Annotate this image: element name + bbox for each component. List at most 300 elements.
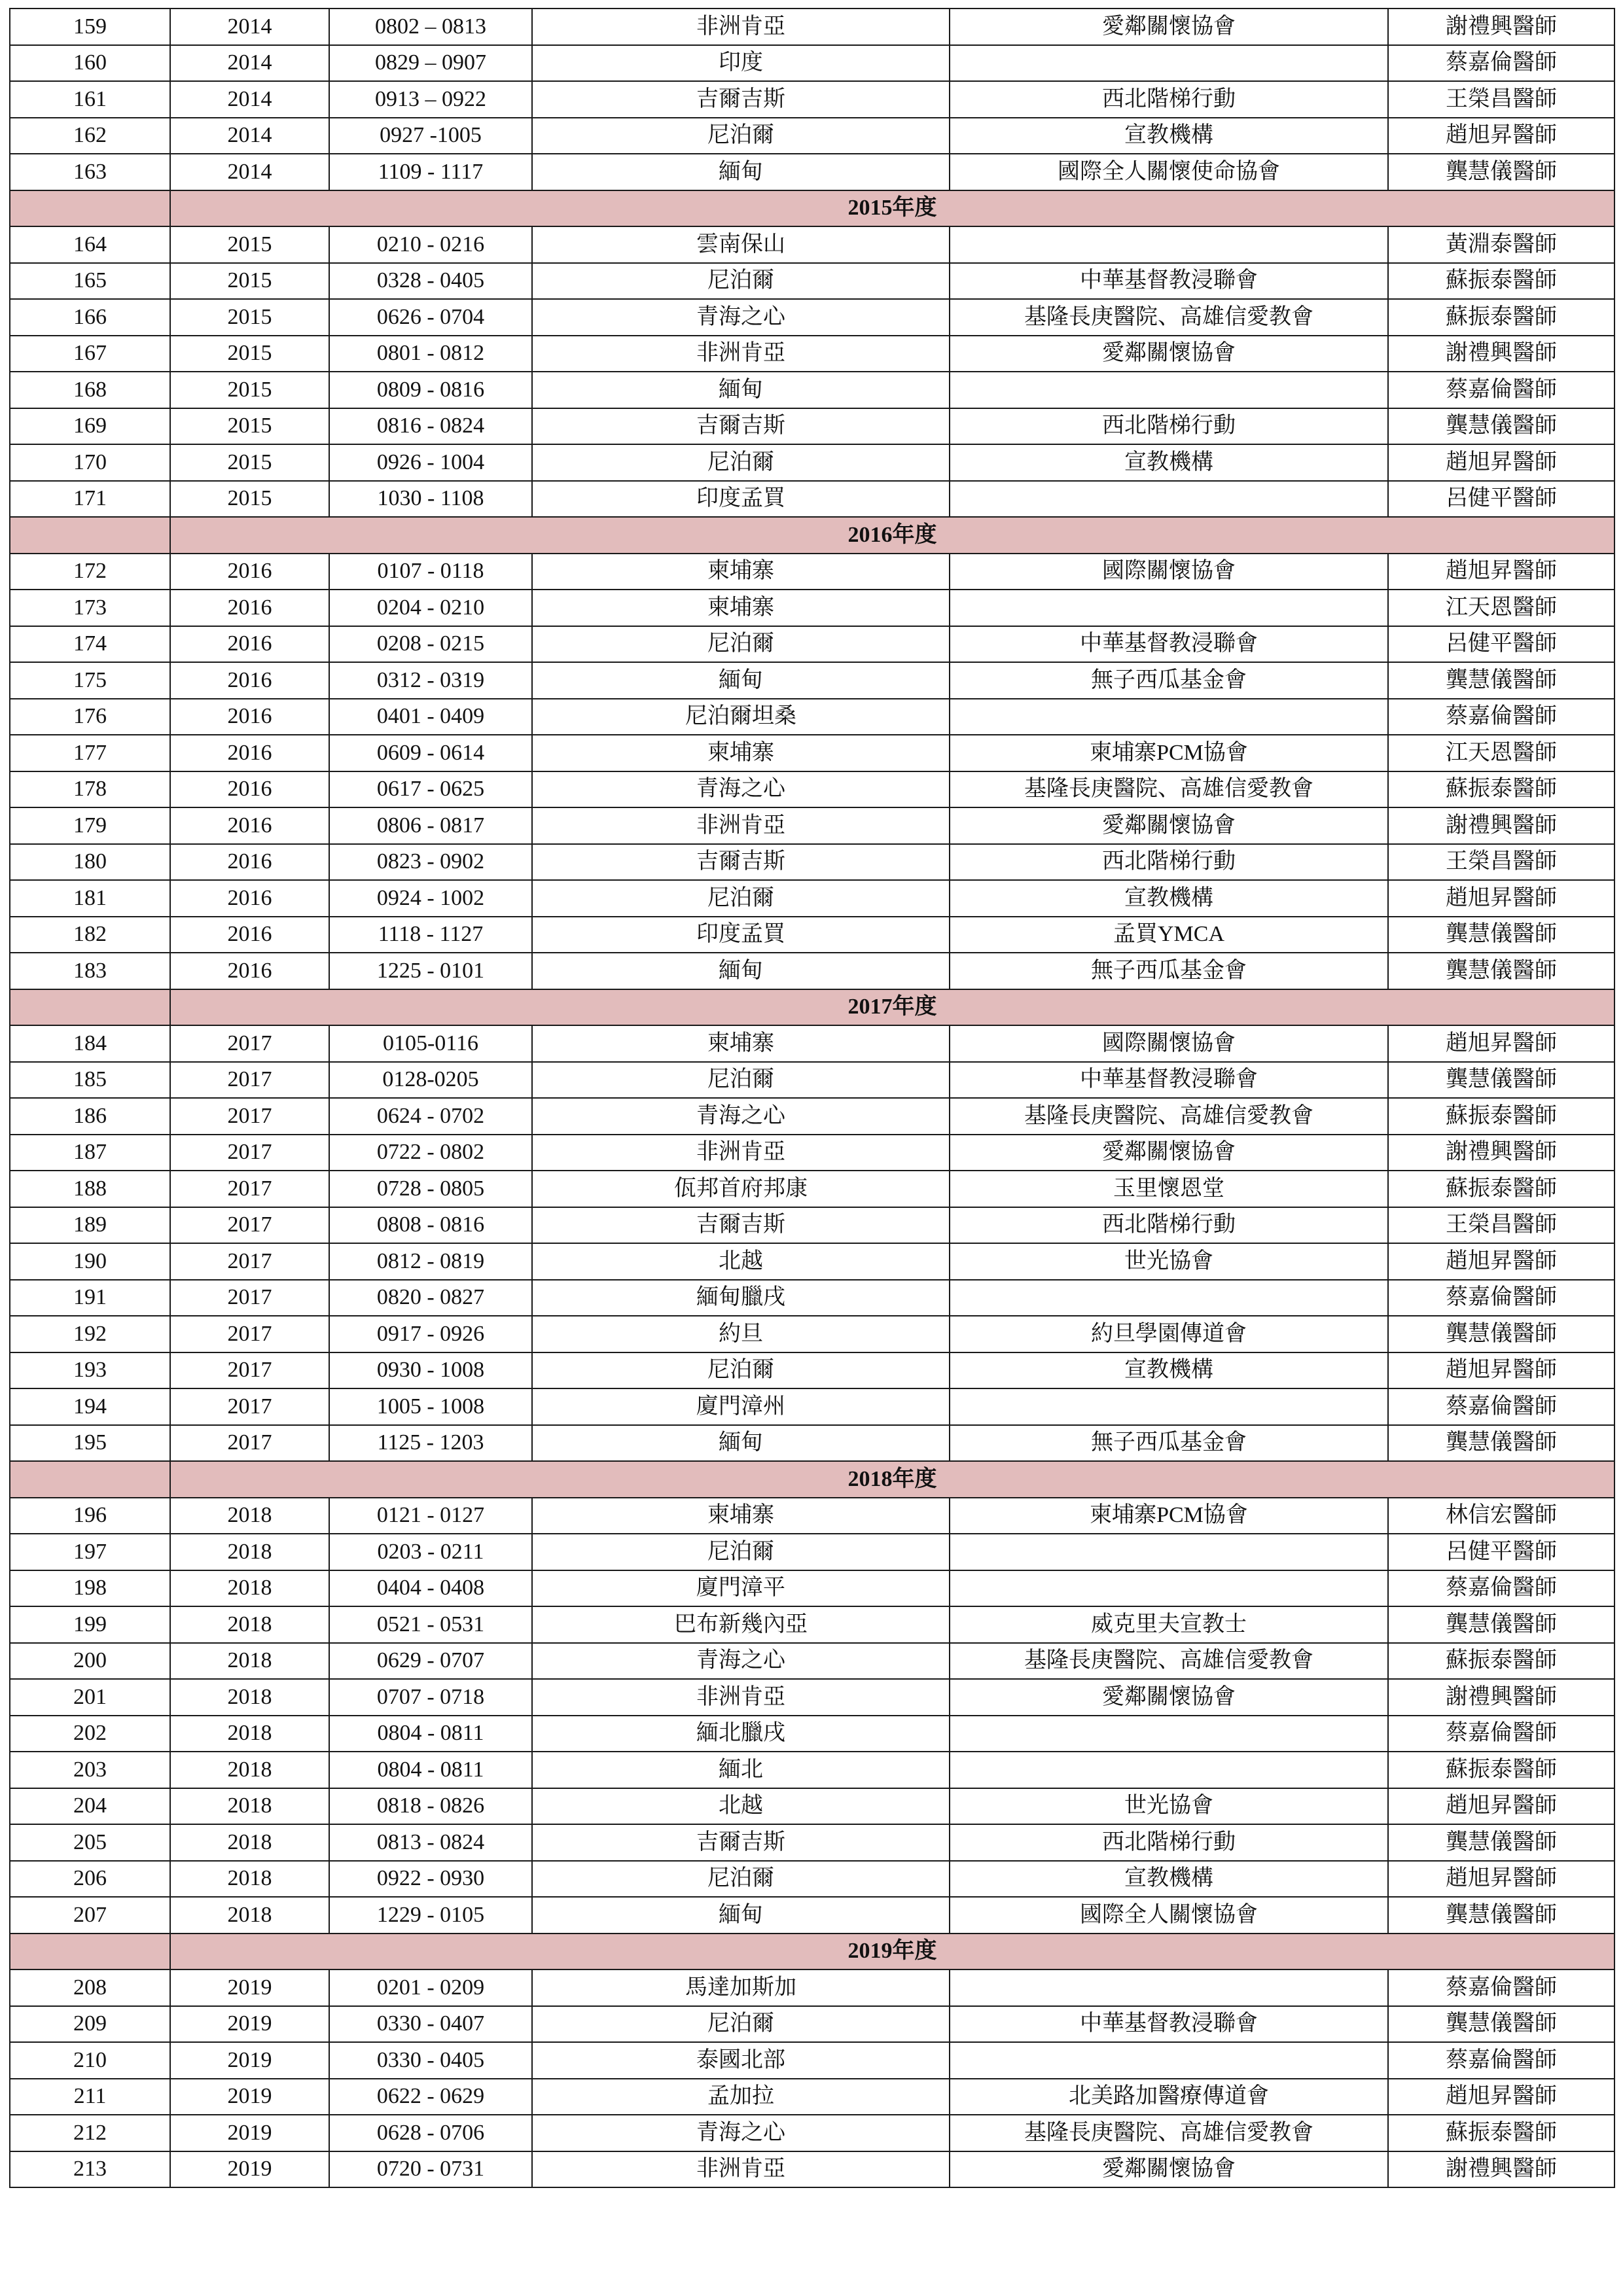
table-row: [10, 626, 1614, 663]
year-cell: 2017: [170, 1062, 329, 1099]
location-cell: 緬甸: [532, 1425, 950, 1462]
year-cell: 2017: [170, 1425, 329, 1462]
row-number-cell: 174: [10, 626, 170, 663]
row-number-cell: 207: [10, 1897, 170, 1934]
doctor-cell: 趙旭昇醫師: [1388, 444, 1614, 481]
year-cell: 2015: [170, 263, 329, 300]
year-cell: 2015: [170, 444, 329, 481]
table-row: [10, 1425, 1614, 1462]
table-row: [10, 1280, 1614, 1316]
doctor-cell: 黃淵泰醫師: [1388, 226, 1614, 263]
location-cell: 青海之心: [532, 771, 950, 808]
doctor-cell: 龔慧儀醫師: [1388, 154, 1614, 190]
date-range-cell: 1229 - 0105: [329, 1897, 532, 1934]
table-row: [10, 844, 1614, 881]
organization-cell: 世光協會: [950, 1243, 1388, 1280]
organization-cell: [950, 1716, 1388, 1752]
year-cell: 2016: [170, 844, 329, 881]
date-range-cell: 0312 - 0319: [329, 662, 532, 699]
location-cell: 青海之心: [532, 2115, 950, 2151]
year-cell: 2017: [170, 1280, 329, 1316]
location-cell: 非洲肯亞: [532, 336, 950, 372]
doctor-cell: 蘇振泰醫師: [1388, 299, 1614, 336]
row-number-cell: 184: [10, 1025, 170, 1062]
date-range-cell: 0913 – 0922: [329, 81, 532, 118]
doctor-cell: 龔慧儀醫師: [1388, 1316, 1614, 1352]
doctor-cell: 謝禮興醫師: [1388, 1679, 1614, 1716]
location-cell: 尼泊爾: [532, 1352, 950, 1389]
doctor-cell: 呂健平醫師: [1388, 481, 1614, 518]
location-cell: 吉爾吉斯: [532, 1207, 950, 1244]
doctor-cell: 呂健平醫師: [1388, 1534, 1614, 1570]
doctor-cell: 王榮昌醫師: [1388, 1207, 1614, 1244]
location-cell: 緬甸臘戌: [532, 1280, 950, 1316]
organization-cell: [950, 1280, 1388, 1316]
row-number-cell: 161: [10, 81, 170, 118]
row-number-cell: 172: [10, 554, 170, 590]
organization-cell: 國際關懷協會: [950, 554, 1388, 590]
organization-cell: 宣教機構: [950, 880, 1388, 917]
doctor-cell: 林信宏醫師: [1388, 1498, 1614, 1534]
location-cell: 吉爾吉斯: [532, 81, 950, 118]
organization-cell: 宣教機構: [950, 118, 1388, 154]
year-cell: 2018: [170, 1498, 329, 1534]
table-row: [10, 917, 1614, 953]
year-cell: 2018: [170, 1861, 329, 1898]
organization-cell: 基隆長庚醫院、高雄信愛教會: [950, 1098, 1388, 1135]
row-number-cell: 189: [10, 1207, 170, 1244]
date-range-cell: 0128-0205: [329, 1062, 532, 1099]
organization-cell: 北美路加醫療傳道會: [950, 2079, 1388, 2115]
year-cell: 2017: [170, 1388, 329, 1425]
year-cell: 2016: [170, 662, 329, 699]
date-range-cell: 0201 - 0209: [329, 1969, 532, 2006]
location-cell: 印度孟買: [532, 917, 950, 953]
location-cell: 吉爾吉斯: [532, 408, 950, 445]
doctor-cell: 王榮昌醫師: [1388, 844, 1614, 881]
organization-cell: 世光協會: [950, 1788, 1388, 1825]
doctor-cell: 蔡嘉倫醫師: [1388, 1969, 1614, 2006]
location-cell: 約旦: [532, 1316, 950, 1352]
organization-cell: 國際全人關懷協會: [950, 1897, 1388, 1934]
year-cell: 2019: [170, 2006, 329, 2043]
date-range-cell: 0330 - 0405: [329, 2042, 532, 2079]
table-row: [10, 2115, 1614, 2151]
doctor-cell: 趙旭昇醫師: [1388, 1788, 1614, 1825]
table-row: [10, 2006, 1614, 2043]
row-number-cell: 168: [10, 372, 170, 408]
table-row: [10, 1606, 1614, 1643]
location-cell: 緬甸: [532, 1897, 950, 1934]
row-number-cell: 197: [10, 1534, 170, 1570]
table-row: [10, 1171, 1614, 1207]
row-number-cell: 179: [10, 807, 170, 844]
row-number-cell: 213: [10, 2151, 170, 2188]
organization-cell: [950, 1388, 1388, 1425]
doctor-cell: 蔡嘉倫醫師: [1388, 2042, 1614, 2079]
year-cell: 2019: [170, 1969, 329, 2006]
date-range-cell: 0617 - 0625: [329, 771, 532, 808]
organization-cell: [950, 1534, 1388, 1570]
year-cell: 2016: [170, 880, 329, 917]
date-range-cell: 0924 - 1002: [329, 880, 532, 917]
location-cell: 孟加拉: [532, 2079, 950, 2115]
table-row: [10, 1824, 1614, 1861]
table-row: [10, 299, 1614, 336]
year-cell: 2014: [170, 9, 329, 45]
date-range-cell: 0823 - 0902: [329, 844, 532, 881]
organization-cell: [950, 699, 1388, 735]
doctor-cell: 趙旭昇醫師: [1388, 554, 1614, 590]
row-number-cell: 173: [10, 590, 170, 626]
table-row: [10, 154, 1614, 190]
row-number-cell: 171: [10, 481, 170, 518]
year-cell: 2015: [170, 299, 329, 336]
table-row: [10, 1861, 1614, 1898]
organization-cell: [950, 45, 1388, 82]
year-header-label: 2017年度: [170, 989, 1614, 1026]
table-row: [10, 590, 1614, 626]
date-range-cell: 0121 - 0127: [329, 1498, 532, 1534]
table-row: [10, 1969, 1614, 2006]
table-row: [10, 1716, 1614, 1752]
location-cell: 尼泊爾: [532, 880, 950, 917]
row-number-cell: 210: [10, 2042, 170, 2079]
location-cell: 巴布新幾內亞: [532, 1606, 950, 1643]
location-cell: 柬埔寨: [532, 1498, 950, 1534]
table-row: [10, 953, 1614, 989]
date-range-cell: 0208 - 0215: [329, 626, 532, 663]
table-body: [10, 9, 1614, 2187]
date-range-cell: 0930 - 1008: [329, 1352, 532, 1389]
location-cell: 非洲肯亞: [532, 1135, 950, 1171]
date-range-cell: 1125 - 1203: [329, 1425, 532, 1462]
table-row: [10, 1897, 1614, 1934]
table-row: [10, 771, 1614, 808]
row-number-cell: 198: [10, 1570, 170, 1607]
year-cell: 2019: [170, 2151, 329, 2188]
doctor-cell: 謝禮興醫師: [1388, 336, 1614, 372]
date-range-cell: 1109 - 1117: [329, 154, 532, 190]
row-number-cell: 192: [10, 1316, 170, 1352]
doctor-cell: 蘇振泰醫師: [1388, 2115, 1614, 2151]
date-range-cell: 0926 - 1004: [329, 444, 532, 481]
doctor-cell: 蔡嘉倫醫師: [1388, 372, 1614, 408]
date-range-cell: 1118 - 1127: [329, 917, 532, 953]
row-number-cell: 162: [10, 118, 170, 154]
row-number-cell: 187: [10, 1135, 170, 1171]
year-cell: 2018: [170, 1679, 329, 1716]
year-cell: 2018: [170, 1606, 329, 1643]
organization-cell: 西北階梯行動: [950, 1207, 1388, 1244]
organization-cell: 無子西瓜基金會: [950, 953, 1388, 989]
doctor-cell: 江天恩醫師: [1388, 590, 1614, 626]
row-number-cell: 182: [10, 917, 170, 953]
doctor-cell: 龔慧儀醫師: [1388, 1425, 1614, 1462]
table-row: [10, 1098, 1614, 1135]
location-cell: 佤邦首府邦康: [532, 1171, 950, 1207]
location-cell: 北越: [532, 1788, 950, 1825]
date-range-cell: 0816 - 0824: [329, 408, 532, 445]
year-cell: 2017: [170, 1025, 329, 1062]
row-number-cell: 160: [10, 45, 170, 82]
organization-cell: [950, 226, 1388, 263]
year-cell: 2018: [170, 1788, 329, 1825]
date-range-cell: 0105-0116: [329, 1025, 532, 1062]
date-range-cell: 0927 -1005: [329, 118, 532, 154]
doctor-cell: 蔡嘉倫醫師: [1388, 1280, 1614, 1316]
doctor-cell: 龔慧儀醫師: [1388, 1897, 1614, 1934]
table-row: [10, 372, 1614, 408]
year-cell: 2017: [170, 1316, 329, 1352]
date-range-cell: 0404 - 0408: [329, 1570, 532, 1607]
doctor-cell: 趙旭昇醫師: [1388, 1352, 1614, 1389]
doctor-cell: 龔慧儀醫師: [1388, 1824, 1614, 1861]
organization-cell: 愛鄰關懷協會: [950, 807, 1388, 844]
year-cell: 2016: [170, 590, 329, 626]
table-row: [10, 2079, 1614, 2115]
row-number-cell: 191: [10, 1280, 170, 1316]
location-cell: 廈門漳州: [532, 1388, 950, 1425]
organization-cell: 無子西瓜基金會: [950, 662, 1388, 699]
doctor-cell: 蘇振泰醫師: [1388, 1098, 1614, 1135]
year-cell: 2019: [170, 2115, 329, 2151]
year-cell: 2016: [170, 626, 329, 663]
date-range-cell: 0722 - 0802: [329, 1135, 532, 1171]
date-range-cell: 0917 - 0926: [329, 1316, 532, 1352]
row-number-cell: 181: [10, 880, 170, 917]
year-cell: 2014: [170, 45, 329, 82]
row-number-cell: 170: [10, 444, 170, 481]
year-cell: 2015: [170, 481, 329, 518]
date-range-cell: 0812 - 0819: [329, 1243, 532, 1280]
row-number-cell: 164: [10, 226, 170, 263]
doctor-cell: 趙旭昇醫師: [1388, 1025, 1614, 1062]
table-row: [10, 880, 1614, 917]
year-header-row: [10, 989, 1614, 1026]
location-cell: 緬甸: [532, 372, 950, 408]
row-number-cell: 194: [10, 1388, 170, 1425]
organization-cell: 中華基督教浸聯會: [950, 626, 1388, 663]
table-row: [10, 81, 1614, 118]
organization-cell: 愛鄰關懷協會: [950, 336, 1388, 372]
year-cell: 2018: [170, 1752, 329, 1788]
year-cell: 2016: [170, 699, 329, 735]
row-number-cell: 201: [10, 1679, 170, 1716]
year-header-blank-cell: [10, 517, 170, 554]
location-cell: 非洲肯亞: [532, 807, 950, 844]
table-row: [10, 118, 1614, 154]
year-cell: 2016: [170, 771, 329, 808]
organization-cell: 愛鄰關懷協會: [950, 1679, 1388, 1716]
location-cell: 尼泊爾: [532, 1861, 950, 1898]
mission-records-table: [9, 8, 1615, 2188]
doctor-cell: 蔡嘉倫醫師: [1388, 45, 1614, 82]
doctor-cell: 趙旭昇醫師: [1388, 118, 1614, 154]
row-number-cell: 180: [10, 844, 170, 881]
table-row: [10, 1570, 1614, 1607]
location-cell: 廈門漳平: [532, 1570, 950, 1607]
organization-cell: 基隆長庚醫院、高雄信愛教會: [950, 771, 1388, 808]
organization-cell: 威克里夫宣教士: [950, 1606, 1388, 1643]
row-number-cell: 183: [10, 953, 170, 989]
table-row: [10, 1498, 1614, 1534]
row-number-cell: 169: [10, 408, 170, 445]
table-row: [10, 2151, 1614, 2188]
organization-cell: 中華基督教浸聯會: [950, 263, 1388, 300]
year-header-blank-cell: [10, 989, 170, 1026]
date-range-cell: 0801 - 0812: [329, 336, 532, 372]
table-row: [10, 1135, 1614, 1171]
year-cell: 2018: [170, 1716, 329, 1752]
year-cell: 2015: [170, 372, 329, 408]
row-number-cell: 175: [10, 662, 170, 699]
row-number-cell: 167: [10, 336, 170, 372]
doctor-cell: 趙旭昇醫師: [1388, 1243, 1614, 1280]
table-row: [10, 336, 1614, 372]
location-cell: 尼泊爾: [532, 118, 950, 154]
year-cell: 2016: [170, 917, 329, 953]
table-row: [10, 1352, 1614, 1389]
doctor-cell: 王榮昌醫師: [1388, 81, 1614, 118]
location-cell: 非洲肯亞: [532, 9, 950, 45]
table-row: [10, 735, 1614, 771]
doctor-cell: 謝禮興醫師: [1388, 9, 1614, 45]
date-range-cell: 0626 - 0704: [329, 299, 532, 336]
year-cell: 2016: [170, 554, 329, 590]
organization-cell: [950, 481, 1388, 518]
row-number-cell: 204: [10, 1788, 170, 1825]
date-range-cell: 1005 - 1008: [329, 1388, 532, 1425]
date-range-cell: 0808 - 0816: [329, 1207, 532, 1244]
year-header-label: 2015年度: [170, 190, 1614, 227]
row-number-cell: 178: [10, 771, 170, 808]
year-header-label: 2019年度: [170, 1934, 1614, 1970]
organization-cell: 柬埔寨PCM協會: [950, 735, 1388, 771]
year-cell: 2017: [170, 1135, 329, 1171]
date-range-cell: 0802 – 0813: [329, 9, 532, 45]
doctor-cell: 龔慧儀醫師: [1388, 953, 1614, 989]
date-range-cell: 0622 - 0629: [329, 2079, 532, 2115]
year-header-row: [10, 1461, 1614, 1498]
row-number-cell: 177: [10, 735, 170, 771]
organization-cell: 愛鄰關懷協會: [950, 2151, 1388, 2188]
date-range-cell: 0809 - 0816: [329, 372, 532, 408]
row-number-cell: 190: [10, 1243, 170, 1280]
year-cell: 2014: [170, 154, 329, 190]
row-number-cell: 188: [10, 1171, 170, 1207]
row-number-cell: 203: [10, 1752, 170, 1788]
organization-cell: 中華基督教浸聯會: [950, 2006, 1388, 2043]
year-cell: 2019: [170, 2079, 329, 2115]
date-range-cell: 0813 - 0824: [329, 1824, 532, 1861]
table-row: [10, 1643, 1614, 1680]
organization-cell: 玉里懷恩堂: [950, 1171, 1388, 1207]
table-row: [10, 1752, 1614, 1788]
year-cell: 2017: [170, 1352, 329, 1389]
date-range-cell: 0203 - 0211: [329, 1534, 532, 1570]
date-range-cell: 0628 - 0706: [329, 2115, 532, 2151]
row-number-cell: 195: [10, 1425, 170, 1462]
year-cell: 2017: [170, 1207, 329, 1244]
table-row: [10, 408, 1614, 445]
date-range-cell: 0204 - 0210: [329, 590, 532, 626]
location-cell: 尼泊爾: [532, 626, 950, 663]
year-cell: 2018: [170, 1897, 329, 1934]
doctor-cell: 趙旭昇醫師: [1388, 880, 1614, 917]
doctor-cell: 蔡嘉倫醫師: [1388, 1570, 1614, 1607]
year-cell: 2018: [170, 1643, 329, 1680]
location-cell: 柬埔寨: [532, 1025, 950, 1062]
year-cell: 2018: [170, 1570, 329, 1607]
year-header-row: [10, 190, 1614, 227]
year-header-row: [10, 1934, 1614, 1970]
location-cell: 吉爾吉斯: [532, 1824, 950, 1861]
organization-cell: 西北階梯行動: [950, 844, 1388, 881]
organization-cell: 無子西瓜基金會: [950, 1425, 1388, 1462]
location-cell: 尼泊爾: [532, 263, 950, 300]
table-row: [10, 444, 1614, 481]
doctor-cell: 蔡嘉倫醫師: [1388, 1716, 1614, 1752]
location-cell: 尼泊爾: [532, 2006, 950, 2043]
location-cell: 印度: [532, 45, 950, 82]
table-row: [10, 1788, 1614, 1825]
year-cell: 2014: [170, 118, 329, 154]
year-header-label: 2016年度: [170, 517, 1614, 554]
doctor-cell: 蘇振泰醫師: [1388, 263, 1614, 300]
table-row: [10, 9, 1614, 45]
location-cell: 泰國北部: [532, 2042, 950, 2079]
year-cell: 2019: [170, 2042, 329, 2079]
table-row: [10, 699, 1614, 735]
location-cell: 緬甸: [532, 662, 950, 699]
year-cell: 2018: [170, 1824, 329, 1861]
organization-cell: 愛鄰關懷協會: [950, 9, 1388, 45]
organization-cell: 柬埔寨PCM協會: [950, 1498, 1388, 1534]
table-row: [10, 1534, 1614, 1570]
doctor-cell: 蘇振泰醫師: [1388, 771, 1614, 808]
row-number-cell: 205: [10, 1824, 170, 1861]
organization-cell: 西北階梯行動: [950, 408, 1388, 445]
table-row: [10, 226, 1614, 263]
year-cell: 2016: [170, 807, 329, 844]
row-number-cell: 186: [10, 1098, 170, 1135]
location-cell: 非洲肯亞: [532, 1679, 950, 1716]
organization-cell: [950, 1752, 1388, 1788]
year-header-row: [10, 517, 1614, 554]
date-range-cell: 0107 - 0118: [329, 554, 532, 590]
table-row: [10, 481, 1614, 518]
doctor-cell: 龔慧儀醫師: [1388, 662, 1614, 699]
doctor-cell: 謝禮興醫師: [1388, 807, 1614, 844]
location-cell: 柬埔寨: [532, 735, 950, 771]
row-number-cell: 165: [10, 263, 170, 300]
date-range-cell: 0829 – 0907: [329, 45, 532, 82]
organization-cell: 中華基督教浸聯會: [950, 1062, 1388, 1099]
table-row: [10, 662, 1614, 699]
location-cell: 青海之心: [532, 299, 950, 336]
organization-cell: 基隆長庚醫院、高雄信愛教會: [950, 299, 1388, 336]
date-range-cell: 0609 - 0614: [329, 735, 532, 771]
date-range-cell: 1225 - 0101: [329, 953, 532, 989]
year-header-blank-cell: [10, 190, 170, 227]
organization-cell: [950, 1570, 1388, 1607]
doctor-cell: 謝禮興醫師: [1388, 2151, 1614, 2188]
location-cell: 青海之心: [532, 1643, 950, 1680]
table-row: [10, 1679, 1614, 1716]
location-cell: 緬甸: [532, 154, 950, 190]
location-cell: 北越: [532, 1243, 950, 1280]
